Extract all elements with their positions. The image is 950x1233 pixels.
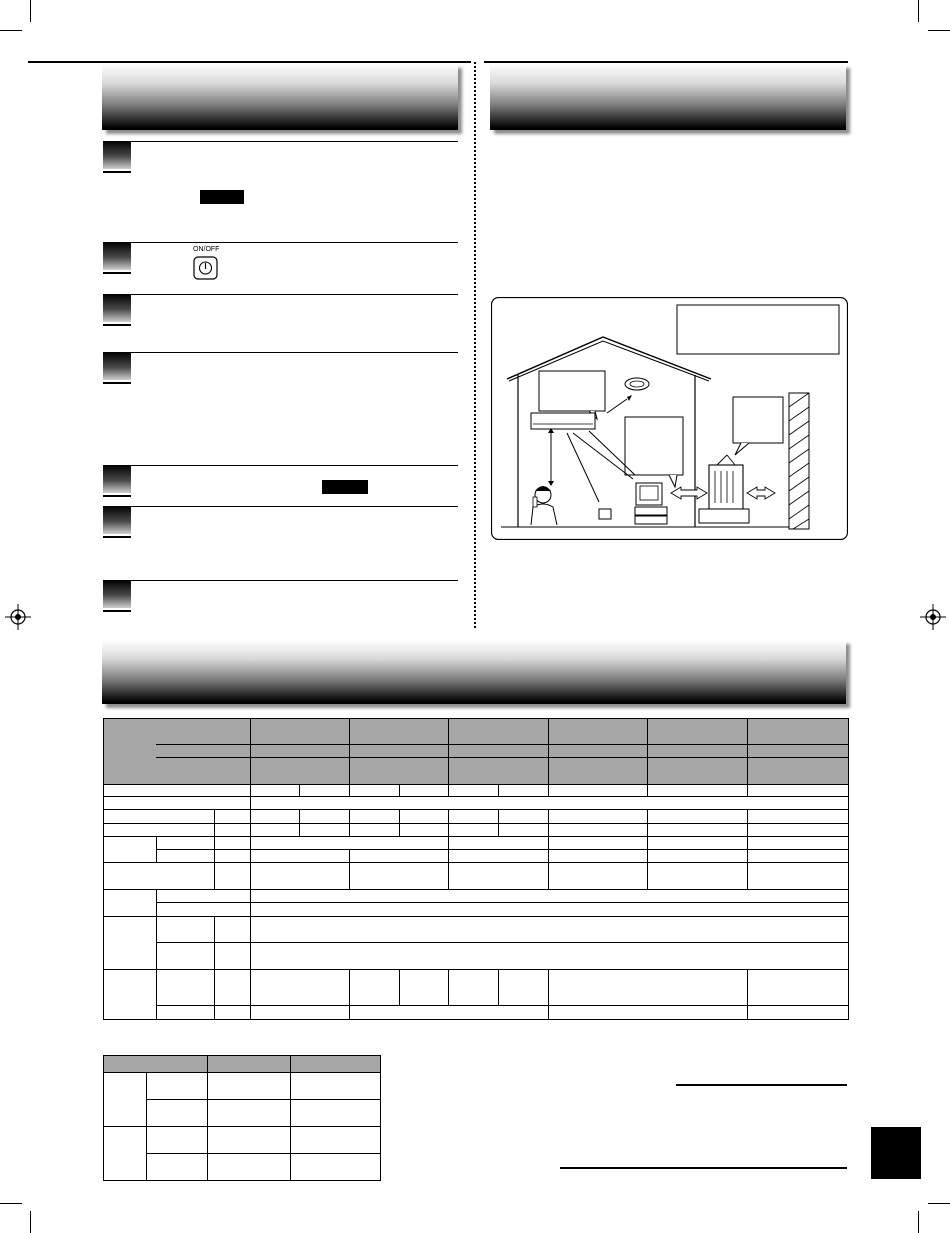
crop-mark (928, 1203, 950, 1204)
section-header-left (102, 64, 458, 130)
button-label-box (200, 190, 244, 204)
step-rule (131, 294, 458, 295)
registration-mark-icon (920, 604, 946, 630)
step-rule (131, 352, 458, 353)
step-marker-3 (103, 294, 131, 322)
small-table (103, 1055, 381, 1181)
top-rule (28, 61, 471, 63)
crop-mark (928, 30, 950, 31)
section-header-specifications (102, 640, 846, 704)
crop-mark (0, 30, 22, 31)
signature-rule (560, 1167, 847, 1169)
table-header-shade (104, 1056, 380, 1072)
step-marker-2 (103, 242, 131, 270)
page-tab (871, 1127, 921, 1179)
crop-mark (0, 1203, 22, 1204)
table-header-shade (156, 719, 848, 784)
step-marker-1 (103, 141, 131, 169)
step-marker-5 (103, 465, 131, 493)
registration-mark-icon (5, 604, 31, 630)
table-header-shade (104, 719, 157, 784)
step-rule (131, 141, 458, 142)
on-off-button-icon (193, 256, 218, 280)
signature-rule (676, 1084, 847, 1086)
top-rule (484, 61, 848, 63)
crop-mark (918, 0, 919, 22)
column-divider (474, 62, 476, 628)
step-marker-4 (103, 352, 131, 380)
crop-mark (30, 1211, 31, 1233)
step-marker-7 (103, 580, 131, 608)
section-header-right (490, 64, 846, 130)
specifications-table (103, 718, 849, 1020)
step-rule (131, 465, 458, 466)
crop-mark (30, 0, 31, 22)
interference-illustration (491, 297, 848, 540)
button-label-box (322, 480, 368, 494)
step-rule (131, 580, 458, 581)
step-marker-6 (103, 506, 131, 534)
crop-mark (918, 1211, 919, 1233)
step-rule (131, 242, 458, 243)
on-off-label: ON/OFF (193, 246, 220, 253)
step-rule (131, 506, 458, 507)
